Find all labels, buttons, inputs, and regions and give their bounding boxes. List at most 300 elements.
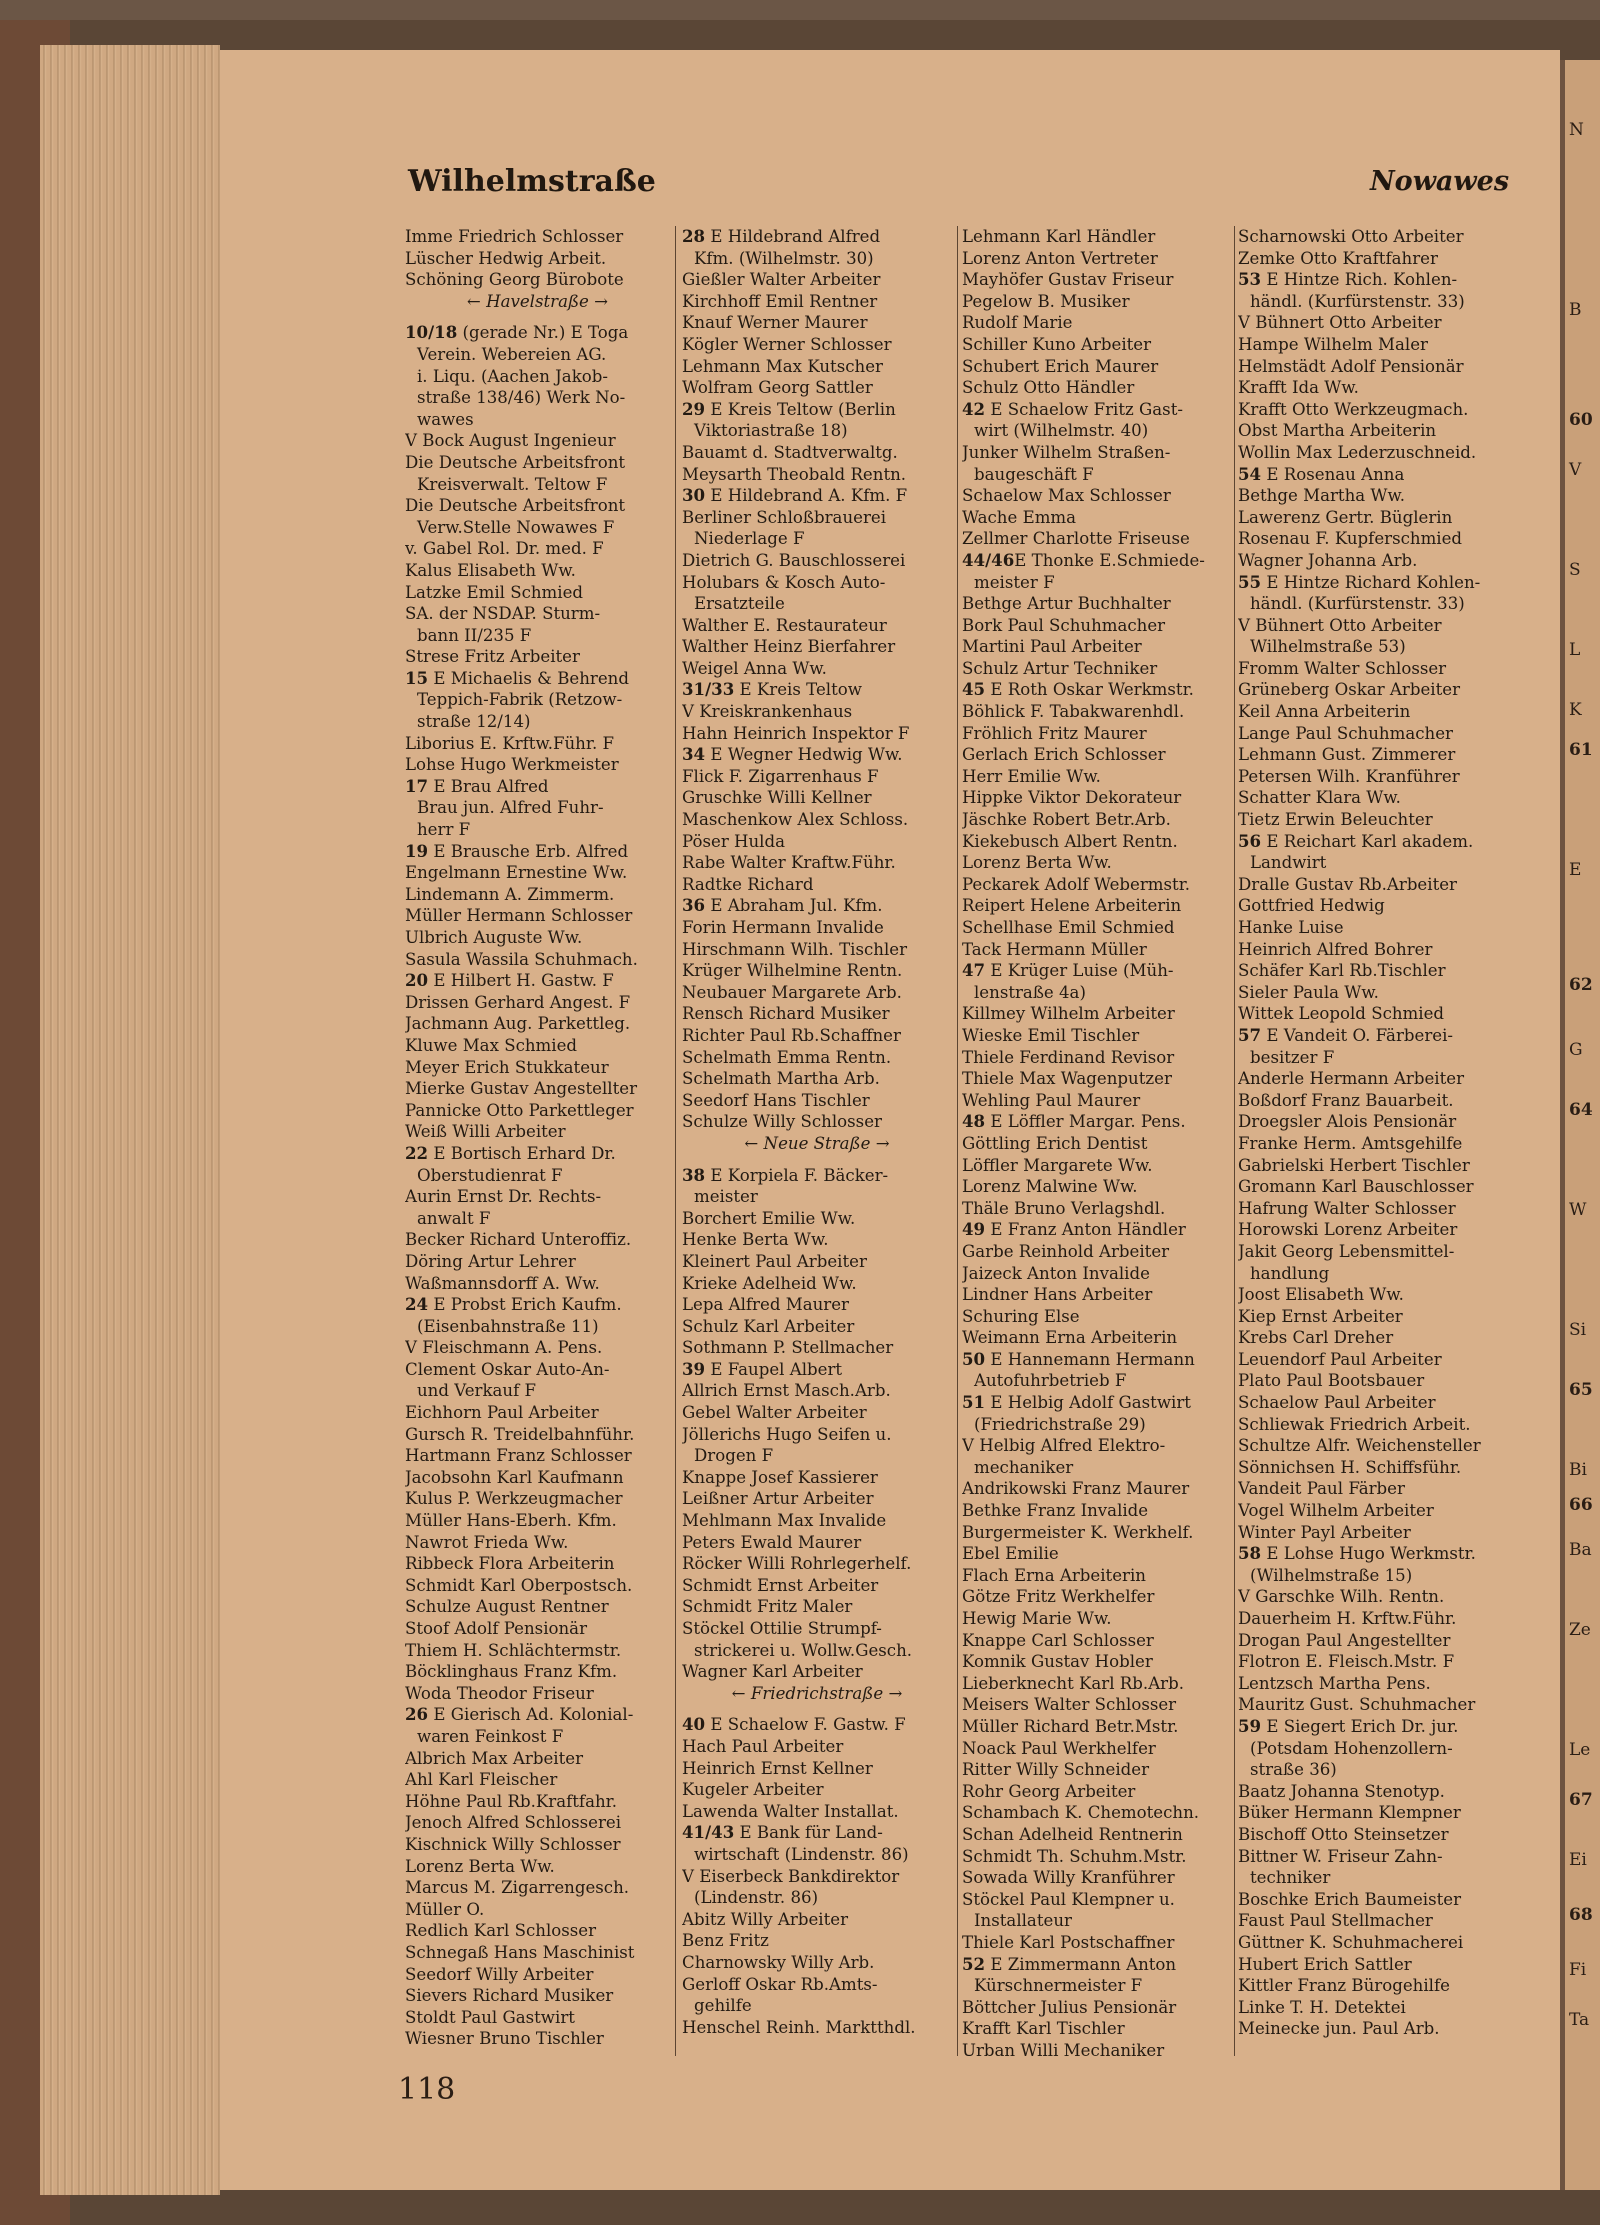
entry-text: Müller O. bbox=[405, 1899, 485, 1919]
directory-entry bbox=[1238, 442, 1500, 464]
entry-text: Joost Elisabeth Ww. bbox=[1238, 1285, 1404, 1305]
directory-entry bbox=[405, 582, 670, 604]
directory-entry bbox=[962, 1306, 1230, 1328]
entry-text: Hahn Heinrich Inspektor F bbox=[682, 723, 910, 743]
house-number: 34 bbox=[682, 744, 706, 765]
entry-text: Schnegaß Hans Maschinist bbox=[405, 1942, 635, 1962]
directory-entry bbox=[1238, 1759, 1500, 1781]
entry-text: Krafft Karl Tischler bbox=[962, 2019, 1125, 2039]
entry-text: Wittek Leopold Schmied bbox=[1238, 1004, 1445, 1024]
house-number: 59 bbox=[1238, 1715, 1262, 1736]
entry-text: Schatter Klara Ww. bbox=[1238, 788, 1401, 808]
directory-entry bbox=[962, 1003, 1230, 1025]
directory-entry bbox=[682, 1930, 952, 1952]
entry-text: Niederlage F bbox=[694, 529, 805, 549]
directory-entry bbox=[682, 1887, 952, 1909]
entry-text: Weiß Willi Arbeiter bbox=[405, 1122, 566, 1142]
directory-entry bbox=[1238, 1068, 1500, 1090]
directory-entry bbox=[962, 312, 1230, 334]
house-number: 19 bbox=[405, 840, 429, 861]
directory-entry bbox=[405, 625, 670, 647]
directory-entry bbox=[682, 399, 952, 421]
adjacent-text-fragment: Ta bbox=[1569, 2010, 1590, 2030]
entry-text: Boschke Erich Baumeister bbox=[1238, 1889, 1462, 1909]
entry-text: Heinrich Ernst Kellner bbox=[682, 1758, 873, 1778]
directory-entry bbox=[405, 344, 670, 366]
entry-text: E Michaelis & Behrend bbox=[428, 668, 629, 688]
directory-entry bbox=[405, 1445, 670, 1467]
directory-entry bbox=[682, 1714, 952, 1736]
entry-text: Sasula Wassila Schuhmach. bbox=[405, 949, 638, 969]
directory-entry bbox=[1238, 1133, 1500, 1155]
entry-text: Bork Paul Schuhmacher bbox=[962, 615, 1166, 635]
entry-text: Dauerheim H. Krftw.Führ. bbox=[1238, 1609, 1457, 1628]
entry-text: Kischnick Willy Schlosser bbox=[405, 1834, 621, 1854]
house-number: 54 bbox=[1238, 463, 1262, 484]
entry-text: Löffler Margarete Ww. bbox=[962, 1155, 1153, 1175]
directory-entry bbox=[962, 1630, 1230, 1652]
entry-text: Schelmath Emma Rentn. bbox=[682, 1047, 892, 1067]
entry-text: E Gierisch Ad. Kolonial- bbox=[428, 1705, 634, 1725]
directory-entry bbox=[405, 1316, 670, 1338]
directory-entry bbox=[962, 1781, 1230, 1803]
directory-entry bbox=[682, 1779, 952, 1801]
entry-text: Jöllerichs Hugo Seifen u. bbox=[682, 1424, 892, 1444]
directory-entry bbox=[405, 1618, 670, 1640]
entry-text: Mierke Gustav Angestellter bbox=[405, 1079, 638, 1099]
directory-entry bbox=[405, 1834, 670, 1856]
directory-entry bbox=[682, 485, 952, 507]
entry-text: wirt (Wilhelmstr. 40) bbox=[974, 421, 1149, 441]
directory-entry bbox=[962, 1543, 1230, 1565]
directory-entry bbox=[682, 1025, 952, 1047]
entry-text: Bethge Martha Ww. bbox=[1238, 486, 1405, 506]
directory-entry bbox=[1238, 1155, 1500, 1177]
directory-entry bbox=[405, 1683, 670, 1705]
entry-text: Garbe Reinhold Arbeiter bbox=[962, 1241, 1170, 1261]
entry-text: (Potsdam Hohenzollern- bbox=[1250, 1738, 1453, 1758]
directory-entry bbox=[405, 2028, 670, 2050]
adjacent-text-fragment: E bbox=[1569, 860, 1582, 880]
entry-text: Vogel Wilhelm Arbeiter bbox=[1238, 1501, 1434, 1521]
directory-entry bbox=[405, 1769, 670, 1791]
house-number: 56 bbox=[1238, 830, 1262, 851]
directory-entry bbox=[962, 399, 1230, 421]
directory-entry bbox=[682, 1380, 952, 1402]
entry-text: E Vandeit O. Färberei- bbox=[1261, 1025, 1453, 1045]
directory-entry bbox=[405, 797, 670, 819]
directory-entry bbox=[405, 1532, 670, 1554]
entry-text: handlung bbox=[1250, 1263, 1330, 1283]
entry-text: Hach Paul Arbeiter bbox=[682, 1736, 844, 1756]
entry-text: E Brausche Erb. Alfred bbox=[428, 841, 629, 861]
entry-text: Thäle Bruno Verlagshdl. bbox=[962, 1198, 1166, 1218]
entry-text: E Bank für Land- bbox=[734, 1823, 883, 1843]
entry-text: Lehmann Max Kutscher bbox=[682, 356, 883, 376]
entry-text: Verw.Stelle Nowawes F bbox=[417, 517, 615, 537]
directory-entry bbox=[405, 1596, 670, 1618]
directory-entry bbox=[682, 1736, 952, 1758]
directory-entry bbox=[405, 1294, 670, 1316]
directory-entry bbox=[962, 831, 1230, 853]
entry-text: Müller Richard Betr.Mstr. bbox=[962, 1716, 1179, 1736]
entry-text: Lorenz Malwine Ww. bbox=[962, 1177, 1138, 1197]
entry-text: Killmey Wilhelm Arbeiter bbox=[962, 1004, 1175, 1024]
directory-entry bbox=[405, 992, 670, 1014]
directory-entry bbox=[682, 442, 952, 464]
entry-text: straße 138/46) Werk No- bbox=[417, 388, 626, 408]
entry-text: Dietrich G. Bauschlosserei bbox=[682, 550, 906, 570]
entry-text: Schmidt Th. Schuhm.Mstr. bbox=[962, 1846, 1187, 1866]
entry-text: Kugeler Arbeiter bbox=[682, 1780, 824, 1800]
entry-text: Rohr Georg Arbeiter bbox=[962, 1781, 1136, 1801]
entry-text: Urban Willi Mechaniker bbox=[962, 2040, 1165, 2060]
entry-text: Kfm. (Wilhelmstr. 30) bbox=[694, 248, 874, 268]
directory-entry bbox=[405, 322, 670, 344]
adjacent-text-fragment: Ze bbox=[1569, 1620, 1591, 1640]
entry-text: Schmidt Fritz Maler bbox=[682, 1597, 853, 1617]
directory-entry bbox=[1238, 1565, 1500, 1587]
directory-entry bbox=[1238, 723, 1500, 745]
house-number: 58 bbox=[1238, 1543, 1262, 1564]
directory-entry bbox=[405, 1121, 670, 1143]
page-number: 118 bbox=[398, 2072, 456, 2107]
directory-entry bbox=[682, 1974, 952, 1996]
directory-entry bbox=[962, 248, 1230, 270]
directory-entry bbox=[405, 1273, 670, 1295]
entry-text: meister F bbox=[974, 572, 1055, 592]
directory-entry bbox=[962, 1435, 1230, 1457]
directory-entry bbox=[405, 1661, 670, 1683]
entry-text: Borchert Emilie Ww. bbox=[682, 1208, 856, 1228]
directory-entry bbox=[962, 895, 1230, 917]
directory-entry bbox=[405, 1100, 670, 1122]
directory-entry bbox=[962, 1565, 1230, 1587]
entry-text: Ersatzteile bbox=[694, 594, 785, 614]
entry-text: Schiller Kuno Arbeiter bbox=[962, 334, 1152, 354]
entry-text: Gabrielski Herbert Tischler bbox=[1238, 1155, 1470, 1175]
entry-text: Höhne Paul Rb.Kraftfahr. bbox=[405, 1791, 618, 1811]
entry-text: Kalus Elisabeth Ww. bbox=[405, 560, 576, 580]
directory-entry bbox=[682, 1445, 952, 1467]
directory-entry bbox=[962, 2040, 1230, 2062]
directory-entry bbox=[1238, 507, 1500, 529]
entry-text: V Bühnert Otto Arbeiter bbox=[1238, 615, 1442, 635]
entry-text: Viktoriastraße 18) bbox=[694, 421, 848, 441]
directory-entry bbox=[1238, 248, 1500, 270]
column-divider bbox=[675, 226, 676, 2056]
entry-text: Müller Hans-Eberh. Kfm. bbox=[405, 1511, 617, 1531]
street-header: Wilhelmstraße bbox=[408, 164, 656, 199]
directory-entry bbox=[405, 1467, 670, 1489]
directory-entry bbox=[1238, 1586, 1500, 1608]
directory-entry bbox=[1238, 615, 1500, 637]
directory-entry bbox=[962, 420, 1230, 442]
entry-text: Hafrung Walter Schlosser bbox=[1238, 1198, 1456, 1218]
directory-entry bbox=[682, 1424, 952, 1446]
directory-entry bbox=[1238, 787, 1500, 809]
entry-text: Thiele Karl Postschaffner bbox=[962, 1932, 1175, 1952]
entry-text: E Brau Alfred bbox=[428, 776, 549, 796]
directory-entry bbox=[682, 269, 952, 291]
directory-entry bbox=[1238, 809, 1500, 831]
entry-text: Jaizeck Anton Invalide bbox=[962, 1263, 1150, 1283]
directory-entry bbox=[962, 982, 1230, 1004]
entry-text: Scharnowski Otto Arbeiter bbox=[1238, 227, 1464, 246]
entry-text: Drogan Paul Angestellter bbox=[1238, 1630, 1451, 1650]
entry-text: Die Deutsche Arbeitsfront bbox=[405, 452, 626, 472]
directory-entry bbox=[1238, 312, 1500, 334]
entry-text: Gebel Walter Arbeiter bbox=[682, 1403, 867, 1423]
directory-entry bbox=[682, 1801, 952, 1823]
directory-entry bbox=[405, 269, 670, 291]
adjacent-text-fragment: N bbox=[1569, 120, 1584, 140]
directory-entry bbox=[682, 1488, 952, 1510]
entry-text: Tietz Erwin Beleuchter bbox=[1238, 810, 1433, 830]
directory-entry bbox=[962, 1392, 1230, 1414]
entry-text: Mauritz Gust. Schuhmacher bbox=[1238, 1695, 1476, 1715]
house-number: 10/18 bbox=[405, 322, 458, 343]
directory-entry bbox=[1238, 831, 1500, 853]
directory-entry bbox=[962, 787, 1230, 809]
column-divider bbox=[957, 226, 958, 2056]
directory-entry bbox=[1238, 1263, 1500, 1285]
directory-entry bbox=[682, 1510, 952, 1532]
entry-text: Clement Oskar Auto-An- bbox=[405, 1359, 610, 1379]
entry-text: ← Friedrichstraße → bbox=[731, 1683, 903, 1703]
entry-text: V Bock August Ingenieur bbox=[405, 431, 616, 451]
directory-entry bbox=[405, 387, 670, 409]
directory-entry bbox=[962, 1176, 1230, 1198]
entry-text: Schellhase Emil Schmied bbox=[962, 918, 1175, 937]
entry-text: Komnik Gustav Hobler bbox=[962, 1652, 1153, 1672]
directory-entry bbox=[1238, 1111, 1500, 1133]
entry-text: E Reichart Karl akadem. bbox=[1261, 831, 1474, 851]
house-number: 38 bbox=[682, 1164, 706, 1185]
entry-text: ← Neue Straße → bbox=[744, 1133, 890, 1153]
entry-text: Sievers Richard Musiker bbox=[405, 1986, 614, 2006]
directory-entry bbox=[1238, 1651, 1500, 1673]
directory-entry bbox=[1238, 1608, 1500, 1630]
entry-text: E Roth Oskar Werkmstr. bbox=[985, 680, 1194, 700]
directory-entry bbox=[1238, 1198, 1500, 1220]
entry-text: Baatz Johanna Stenotyp. bbox=[1238, 1781, 1445, 1801]
entry-text: strickerei u. Wollw.Gesch. bbox=[694, 1640, 913, 1660]
directory-entry bbox=[405, 1208, 670, 1230]
directory-entry bbox=[405, 1424, 670, 1446]
directory-entry bbox=[1238, 1630, 1500, 1652]
entry-text: bann II/235 F bbox=[417, 625, 532, 645]
entry-text: Böcklinghaus Franz Kfm. bbox=[405, 1662, 618, 1682]
directory-entry bbox=[962, 615, 1230, 637]
entry-text: Krieke Adelheid Ww. bbox=[682, 1273, 857, 1293]
directory-entry bbox=[962, 1651, 1230, 1673]
directory-entry bbox=[405, 1704, 670, 1726]
entry-text: Mehlmann Max Invalide bbox=[682, 1511, 887, 1531]
directory-entry bbox=[962, 1025, 1230, 1047]
entry-text: Grüneberg Oskar Arbeiter bbox=[1238, 680, 1461, 700]
house-number: 45 bbox=[962, 679, 986, 700]
entry-text: E Probst Erich Kaufm. bbox=[428, 1295, 622, 1315]
directory-entry bbox=[682, 1596, 952, 1618]
directory-entry bbox=[962, 1327, 1230, 1349]
entry-text: V Fleischmann A. Pens. bbox=[405, 1338, 603, 1358]
entry-text: Oberstudienrat F bbox=[417, 1165, 563, 1185]
directory-entry bbox=[682, 356, 952, 378]
entry-text: Rosenau F. Kupferschmied bbox=[1238, 529, 1463, 549]
directory-entry bbox=[1238, 679, 1500, 701]
directory-entry bbox=[962, 485, 1230, 507]
directory-entry bbox=[405, 884, 670, 906]
directory-entry bbox=[682, 874, 952, 896]
entry-text: wawes bbox=[417, 409, 474, 429]
entry-text: Schuring Else bbox=[962, 1306, 1080, 1326]
directory-entry bbox=[405, 733, 670, 755]
directory-entry bbox=[962, 356, 1230, 378]
directory-entry bbox=[962, 1824, 1230, 1846]
entry-text: Drogen F bbox=[694, 1446, 774, 1466]
entry-text: Boßdorf Franz Bauarbeit. bbox=[1238, 1090, 1454, 1110]
entry-text: Güttner K. Schuhmacherei bbox=[1238, 1932, 1464, 1952]
directory-entry bbox=[962, 1155, 1230, 1177]
entry-text: herr F bbox=[417, 820, 471, 840]
entry-text: SA. der NSDAP. Sturm- bbox=[405, 604, 601, 624]
house-number: 44/46 bbox=[962, 549, 1015, 570]
directory-entry bbox=[1238, 1349, 1500, 1371]
town-header: Nowawes bbox=[1370, 166, 1510, 197]
entry-text: Teppich-Fabrik (Retzow- bbox=[417, 690, 623, 710]
directory-entry bbox=[405, 1899, 670, 1921]
entry-text: Zellmer Charlotte Friseuse bbox=[962, 529, 1190, 549]
directory-entry bbox=[1238, 852, 1500, 874]
entry-text: E Thonke E.Schmiede- bbox=[1014, 550, 1205, 570]
entry-text: Wiesner Bruno Tischler bbox=[405, 2029, 604, 2049]
entry-text: waren Feinkost F bbox=[417, 1726, 564, 1746]
directory-entry bbox=[1238, 399, 1500, 421]
entry-text: Albrich Max Arbeiter bbox=[405, 1748, 584, 1768]
entry-text: (Friedrichstraße 29) bbox=[974, 1414, 1146, 1434]
entry-text: Henschel Reinh. Marktthdl. bbox=[682, 2017, 916, 2037]
entry-text: E Hannemann Hermann bbox=[985, 1349, 1195, 1369]
directory-entry bbox=[962, 1263, 1230, 1285]
entry-text: Landwirt bbox=[1250, 853, 1327, 873]
directory-entry bbox=[405, 949, 670, 971]
adjacent-text-fragment: Le bbox=[1569, 1740, 1591, 1760]
directory-entry bbox=[682, 1575, 952, 1597]
entry-text: Wieske Emil Tischler bbox=[962, 1025, 1140, 1045]
directory-entry bbox=[682, 1316, 952, 1338]
entry-text: Gursch R. Treidelbahnführ. bbox=[405, 1424, 635, 1444]
entry-text: E Korpiela F. Bäcker- bbox=[705, 1165, 889, 1185]
cross-street-divider bbox=[682, 1683, 952, 1705]
directory-entry bbox=[682, 658, 952, 680]
directory-entry bbox=[962, 1522, 1230, 1544]
entry-text: Knappe Josef Kassierer bbox=[682, 1467, 878, 1487]
directory-entry bbox=[682, 960, 952, 982]
entry-text: Hampe Wilhelm Maler bbox=[1238, 334, 1428, 354]
directory-entry bbox=[405, 1013, 670, 1035]
column-divider bbox=[1234, 226, 1235, 2056]
directory-entry bbox=[682, 809, 952, 831]
entry-text: Gerlach Erich Schlosser bbox=[962, 745, 1166, 765]
directory-entry bbox=[962, 1738, 1230, 1760]
directory-entry bbox=[1238, 1954, 1500, 1976]
directory-entry bbox=[1238, 1392, 1500, 1414]
directory-entry bbox=[405, 2007, 670, 2029]
directory-entry bbox=[682, 248, 952, 270]
entry-text: Weimann Erna Arbeiterin bbox=[962, 1328, 1178, 1348]
directory-entry bbox=[1238, 1241, 1500, 1263]
house-number: 57 bbox=[1238, 1024, 1262, 1045]
directory-entry bbox=[682, 744, 952, 766]
directory-entry bbox=[962, 464, 1230, 486]
adjacent-text-fragment: K bbox=[1569, 700, 1582, 720]
directory-entry bbox=[405, 1143, 670, 1165]
house-number: 41/43 bbox=[682, 1822, 735, 1843]
entry-text: E Kreis Teltow bbox=[734, 680, 862, 700]
entry-text: Büker Hermann Klempner bbox=[1238, 1803, 1461, 1823]
entry-text: Schulze August Rentner bbox=[405, 1597, 609, 1617]
entry-text: Faust Paul Stellmacher bbox=[1238, 1911, 1433, 1931]
entry-text: Lindemann A. Zimmerm. bbox=[405, 884, 615, 904]
directory-entry bbox=[962, 636, 1230, 658]
directory-entry bbox=[1238, 895, 1500, 917]
entry-text: Burgermeister K. Werkhelf. bbox=[962, 1522, 1194, 1542]
directory-entry bbox=[682, 831, 952, 853]
directory-entry bbox=[682, 766, 952, 788]
entry-text: Franke Herm. Amtsgehilfe bbox=[1238, 1133, 1463, 1153]
entry-text: Schulz Artur Techniker bbox=[962, 658, 1158, 678]
entry-text: Petersen Wilh. Kranführer bbox=[1238, 766, 1460, 786]
directory-entry bbox=[405, 1186, 670, 1208]
directory-entry bbox=[682, 1844, 952, 1866]
directory-entry bbox=[405, 905, 670, 927]
directory-entry bbox=[1238, 334, 1500, 356]
directory-entry bbox=[405, 517, 670, 539]
entry-text: Holubars & Kosch Auto- bbox=[682, 572, 886, 592]
entry-text: Rudolf Marie bbox=[962, 313, 1073, 333]
directory-entry bbox=[405, 1380, 670, 1402]
adjacent-text-fragment: Ba bbox=[1569, 1540, 1592, 1560]
directory-entry bbox=[962, 1457, 1230, 1479]
entry-text: Obst Martha Arbeiterin bbox=[1238, 421, 1437, 441]
entry-text: Berliner Schloßbrauerei bbox=[682, 507, 887, 527]
entry-text: besitzer F bbox=[1250, 1047, 1335, 1067]
entry-text: Lorenz Berta Ww. bbox=[962, 853, 1112, 873]
entry-text: Kiekebusch Albert Rentn. bbox=[962, 831, 1178, 851]
adjacent-text-fragment: Ei bbox=[1569, 1850, 1587, 1870]
directory-entry bbox=[1238, 2018, 1500, 2040]
entry-text: E Hilbert H. Gastw. F bbox=[428, 971, 614, 991]
directory-entry bbox=[682, 1294, 952, 1316]
entry-text: E Siegert Erich Dr. jur. bbox=[1261, 1716, 1459, 1736]
house-number: 17 bbox=[405, 775, 429, 796]
directory-entry bbox=[1238, 1219, 1500, 1241]
directory-entry bbox=[1238, 377, 1500, 399]
directory-entry bbox=[962, 874, 1230, 896]
directory-entry bbox=[682, 701, 952, 723]
entry-text: straße 36) bbox=[1250, 1760, 1337, 1780]
entry-text: Krebs Carl Dreher bbox=[1238, 1328, 1394, 1348]
directory-entry bbox=[1238, 1414, 1500, 1436]
directory-entry bbox=[405, 1251, 670, 1273]
directory-entry bbox=[405, 776, 670, 798]
entry-text: Ritter Willy Schneider bbox=[962, 1760, 1150, 1780]
directory-entry bbox=[1238, 269, 1500, 291]
directory-entry bbox=[405, 841, 670, 863]
entry-text: Flach Erna Arbeiterin bbox=[962, 1565, 1146, 1585]
entry-text: Drissen Gerhard Angest. F bbox=[405, 992, 631, 1012]
